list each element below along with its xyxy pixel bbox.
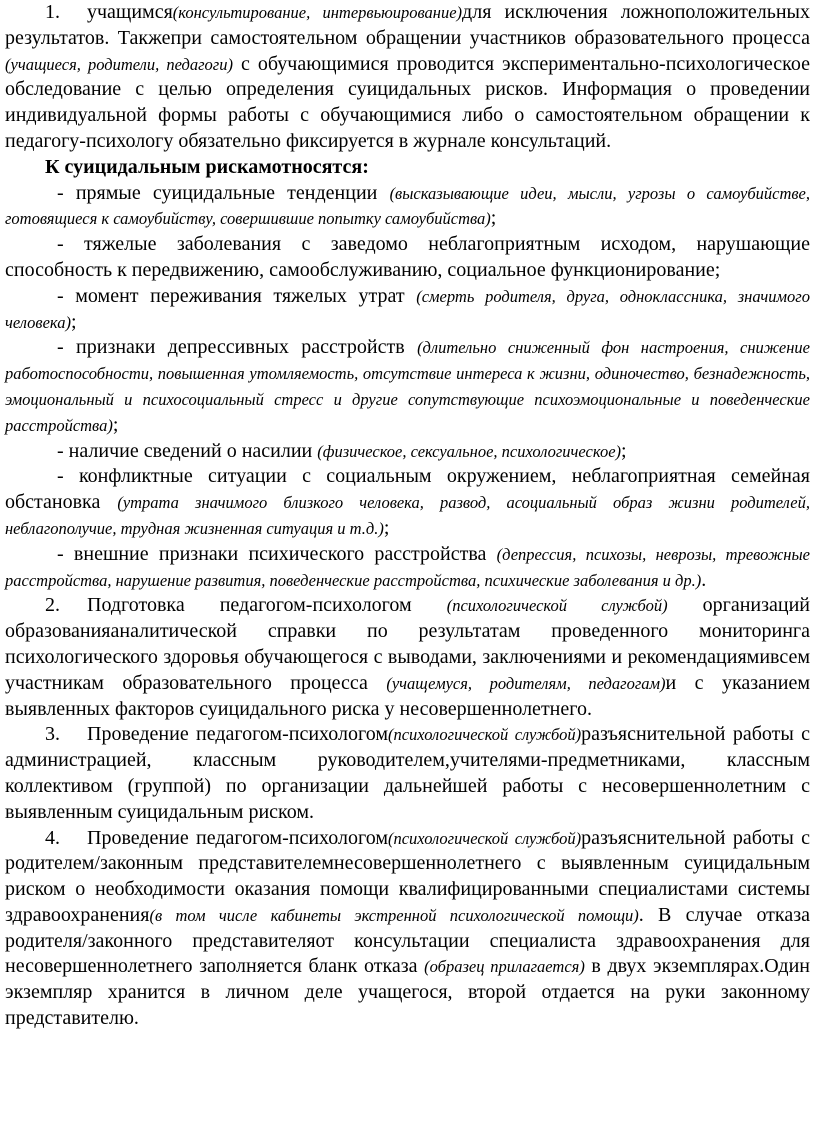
paragraph-text: . В случае отказа родителя/законного представителяот консультации специалиста здравоохранения для несовершеннолетнего заполняется бланк отказа bbox=[5, 903, 810, 978]
risk-text: - наличие сведений о насилии bbox=[57, 439, 318, 462]
risk-item bbox=[5, 464, 810, 541]
paragraph-text: Проведение педагогом-психологом bbox=[87, 826, 388, 849]
risk-note: (утрата значимого близкого человека, развод, асоциальный образ жизни родителей, неблагополучие, трудная жизненная ситуация и т.д.) bbox=[5, 493, 810, 538]
risk-note: (высказывающие идеи, мысли, угрозы о самоубийстве, готовящиеся к самоубийству, совершившие попытку самоубийства) bbox=[5, 183, 810, 229]
paragraph-4 bbox=[5, 826, 810, 1032]
italic-note: (психологической службой) bbox=[387, 828, 582, 848]
paragraph-2 bbox=[5, 593, 810, 722]
risk-note: (депрессия, психозы, неврозы, тревожные расстройства, нарушение развития, поведенческие расстройства, психические заболевания и др.) bbox=[5, 544, 810, 590]
paragraph-text: Подготовка педагогом-психологом bbox=[87, 594, 447, 617]
risk-item bbox=[5, 335, 810, 438]
paragraph-text: организаций образованияаналитической справки по результатам проведенного мониторинга психологического здоровья обучающегося с выводами, заключениями и рекомендациямивсем участникам образовательного процесса bbox=[5, 594, 810, 694]
risk-text: - момент переживания тяжелых утрат bbox=[57, 284, 417, 307]
risk-item bbox=[5, 232, 810, 284]
risk-item bbox=[5, 181, 810, 233]
risk-text: - внешние признаки психического расстройства bbox=[57, 542, 497, 565]
paragraph-text: разъяснительной работы с администрацией, классным руководителем,учителями-предметниками, классным коллективом (группой) по организации дальнейшей работы с несовершеннолетним с выявленным суицидальным риском. bbox=[5, 723, 810, 823]
risk-note: (смерть родителя, друга, одноклассника, значимого человека) bbox=[5, 286, 810, 332]
italic-note: (психологической службой) bbox=[387, 725, 582, 745]
italic-note: (учащемуся, родителям, педагогам) bbox=[386, 673, 666, 693]
paragraph-text: Проведение педагогом-психологом bbox=[87, 723, 388, 746]
risk-text: - признаки депрессивных расстройств bbox=[57, 336, 418, 359]
risk-item bbox=[5, 542, 810, 594]
item-number: 2. bbox=[45, 594, 60, 617]
risk-note: (физическое, сексуальное, психологическое) bbox=[317, 441, 622, 461]
italic-note: (в том числе кабинеты экстренной психологической помощи) bbox=[149, 905, 639, 925]
paragraph-3 bbox=[5, 722, 810, 825]
risk-text: - тяжелые заболевания с заведомо неблагоприятным исходом, нарушающие способность к передвижению, самообслуживанию, социальное функционирование; bbox=[5, 233, 810, 281]
paragraph-text: в двух экземплярах.Один экземпляр хранится в личном деле учащегося, второй отдается на руки законному представителю. bbox=[5, 955, 811, 1030]
risk-end: . bbox=[701, 568, 707, 591]
risks-heading: К суицидальным рискамотносятся: bbox=[45, 155, 369, 178]
item-number: 3. bbox=[45, 723, 60, 746]
risk-end: ; bbox=[621, 439, 627, 462]
paragraph-text: и с указанием выявленных факторов суицидального риска у несовершеннолетнего. bbox=[5, 671, 810, 720]
risk-item bbox=[5, 439, 810, 465]
risk-end: ; bbox=[112, 413, 119, 436]
item-number: 4. bbox=[45, 826, 60, 849]
paragraph-text: учащимся bbox=[87, 1, 173, 23]
paragraph-1 bbox=[5, 0, 810, 155]
risk-text: - конфликтные ситуации с социальным окружением, неблагоприятная семейная обстановка bbox=[5, 465, 810, 514]
risk-text: - прямые суицидальные тенденции bbox=[57, 181, 390, 204]
risk-end: ; bbox=[70, 310, 77, 333]
risk-end: ; bbox=[383, 516, 390, 539]
italic-note: (учащиеся, родители, педагоги) bbox=[5, 54, 233, 74]
italic-note: (консультирование, интервьюирование) bbox=[172, 3, 463, 22]
paragraph-text: с обучающимися проводится экспериментально-психологическое обследование с целью определения суицидальных рисков. Информация о проведении индивидуальной формы работы с обучающимися либо о самостоятельном обращении к педагогу-психологу обязательно фиксируется в журнале консультаций. bbox=[5, 52, 810, 152]
risk-item bbox=[5, 284, 810, 336]
item-number: 1. bbox=[45, 1, 60, 23]
risk-note: (длительно сниженный фон настроения, снижение работоспособности, повышенная утомляемость, отсутствие интереса к жизни, одиночество, безнадежность, эмоциональный и психосоциальный стресс и другие сопутствующие психоэмоциональные и поведенческие расстройства) bbox=[5, 338, 810, 435]
paragraph-text: для исключения ложноположительных результатов. Такжепри самостоятельном обращении участников образовательного процесса bbox=[5, 1, 810, 49]
risk-end: ; bbox=[490, 207, 497, 230]
italic-note: (образец прилагается) bbox=[424, 957, 585, 977]
paragraph-text: разъяснительной работы с родителем/законным представителемнесовершеннолетнего с выявленным суицидальным риском о необходимости оказания помощи квалифицированными специалистами системы здравоохранения bbox=[5, 826, 810, 926]
italic-note: (психологической службой) bbox=[446, 596, 668, 616]
